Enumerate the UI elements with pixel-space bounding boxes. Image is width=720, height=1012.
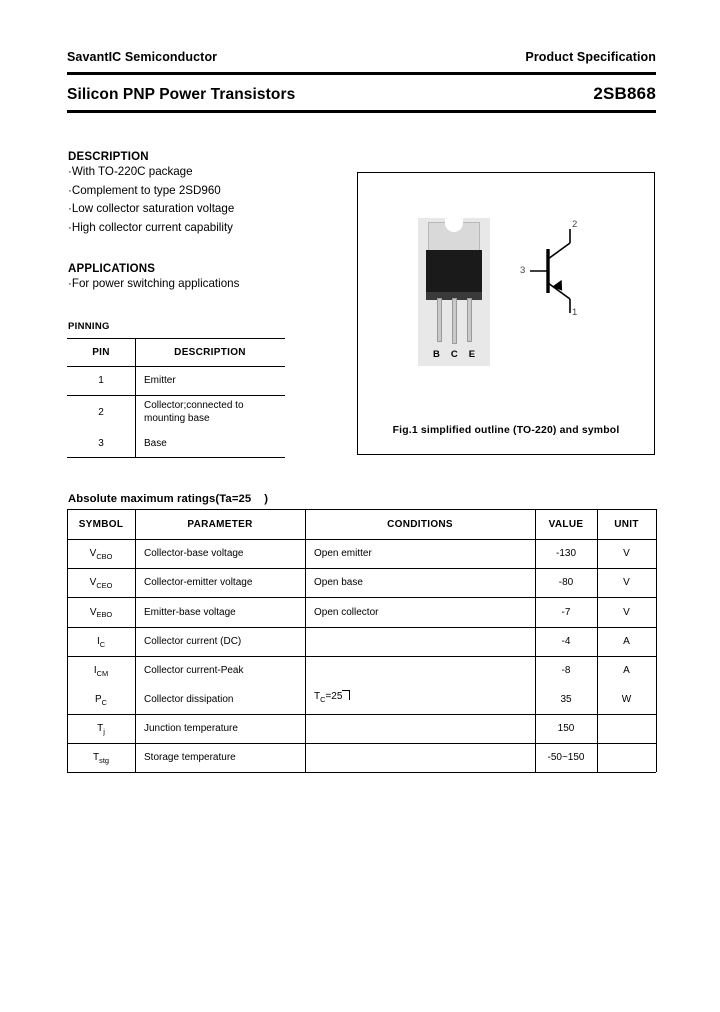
rating-value: -130 [555,548,576,559]
symbol-pin-label-collector: 2 [572,219,578,230]
description-bullet: ·Complement to type 2SD960 [68,183,221,197]
pin-number: 2 [98,406,104,418]
pin-description: Base [144,437,167,449]
rating-parameter: Storage temperature [144,752,236,763]
package-lead-e [467,298,472,342]
company-name: SavantIC Semiconductor [67,50,218,64]
rating-conditions: Open base [314,577,363,588]
package-pin-label-b: B [432,349,440,360]
pinning-col-pin: PIN [92,346,110,358]
table-row [67,429,285,457]
table-row [67,597,656,627]
package-pin-labels [418,349,490,360]
table-row [67,685,656,714]
rating-value: -4 [561,636,571,647]
rating-symbol [67,665,135,676]
ratings-col-conditions: CONDITIONS [387,518,453,530]
table-row [67,656,656,685]
rating-unit: W [621,694,632,705]
rating-value: -80 [558,577,574,588]
description-heading: DESCRIPTION [68,151,149,163]
rating-parameter: Collector-emitter voltage [144,577,253,588]
rating-merged-condition [314,689,350,702]
rating-symbol [67,636,135,647]
figure-caption: Fig.1 simplified outline (TO-220) and symbol [392,425,620,436]
rating-value: -50~150 [547,752,585,763]
rating-symbol [67,548,135,559]
rating-symbol [67,607,135,618]
rating-parameter: Collector dissipation [144,694,234,705]
ratings-col-value: VALUE [548,518,584,530]
rating-symbol-main: V [89,548,97,559]
rating-symbol-main: I [93,665,97,676]
rating-symbol-sub: stg [99,755,109,765]
table-row [67,366,285,395]
to220-package-illustration [418,218,490,366]
table-row [67,714,656,743]
rating-symbol [67,577,135,588]
header-rule-bottom [67,110,656,113]
missing-glyph-box [342,690,350,700]
rating-unit: V [623,577,630,588]
rating-symbol-main: T [97,723,104,734]
page-title: Silicon PNP Power Transistors [67,86,296,103]
package-plastic-body [426,250,482,298]
table-row [67,743,656,772]
rating-symbol-main: V [89,606,97,618]
rating-symbol [67,752,135,763]
ratings-divider-left [67,509,68,772]
ratings-divider-2 [305,509,306,772]
title-row [67,84,656,104]
rating-symbol-main: I [96,636,100,647]
rating-parameter: Collector current-Peak [144,665,244,676]
pin-description: Collector;connected to mounting base [144,399,244,424]
merged-rating-group [67,656,656,714]
merged-condition-suffix: =25 [325,691,343,702]
rating-parameter: Emitter-base voltage [144,606,236,618]
ratings-divider-4 [597,509,598,772]
ratings-divider-right [656,509,657,772]
applications-bullet: ·For power switching applications [68,277,240,290]
rating-symbol-main: T [93,752,100,763]
ratings-title [68,493,268,505]
pinning-header-row [67,338,285,366]
rating-value: 35 [560,694,572,705]
description-bullet: ·High collector current capability [68,220,233,234]
rating-symbol-sub: CBO [96,551,113,561]
package-pin-label-c: C [450,349,458,360]
ratings-divider-1 [135,509,136,772]
rating-symbol [67,723,135,734]
ratings-divider-3 [535,509,536,772]
applications-heading: APPLICATIONS [68,263,156,275]
header-rule-top [67,72,656,75]
rating-value: -8 [561,665,571,676]
table-row [67,539,656,568]
rating-symbol [67,694,135,705]
rating-conditions: Open emitter [314,548,372,559]
rating-symbol-main: V [89,577,97,588]
description-section [68,151,343,237]
rating-parameter: Collector-base voltage [144,548,244,559]
merged-condition-sub: C [320,694,326,704]
rating-unit: A [623,665,630,676]
pin-number: 3 [98,437,104,449]
pinning-heading: PINNING [68,321,110,332]
ratings-title-prefix: Absolute maximum ratings(Ta=25 [68,493,252,505]
pin-description: Emitter [144,375,176,386]
ratings-col-symbol: SYMBOL [78,518,124,530]
pinning-col-description: DESCRIPTION [174,346,246,358]
rating-conditions: Open collector [314,606,379,618]
rating-unit: V [623,606,630,618]
rating-value: -7 [561,606,571,618]
table-row [67,395,285,429]
ratings-table [67,509,656,772]
merged-condition-prefix: T [314,691,321,702]
package-lead-c [452,298,457,344]
rating-unit: V [623,548,630,559]
description-bullet: ·Low collector saturation voltage [68,202,235,216]
document-type: Product Specification [525,50,656,64]
pin-number: 1 [98,375,104,386]
table-row [67,627,656,656]
ratings-title-suffix: ) [264,493,269,505]
ratings-rule [67,772,656,773]
pnp-transistor-symbol [518,221,598,321]
rating-symbol-sub: C [101,697,107,707]
pinning-column-divider [135,338,136,457]
ratings-col-unit: UNIT [614,518,639,530]
pinning-table [67,338,285,457]
transistor-symbol-svg [518,221,598,321]
part-number: 2SB868 [593,84,656,103]
rating-value: 150 [557,723,575,734]
rating-symbol-sub: EBO [96,610,113,619]
symbol-pin-label-base: 3 [520,265,526,276]
pinning-rule [67,457,285,458]
rating-symbol-main: P [94,694,102,705]
rating-symbol-sub: CM [96,668,109,678]
package-lead-b [437,298,442,342]
description-bullet: ·With TO-220C package [68,165,193,178]
rating-parameter: Junction temperature [144,723,238,734]
table-row [67,568,656,597]
rating-symbol-sub: j [103,726,105,736]
page-header [67,50,656,64]
applications-section [68,263,343,294]
rating-symbol-sub: C [99,639,106,649]
symbol-pin-label-emitter: 1 [572,307,578,318]
rating-symbol-sub: CEO [96,580,113,590]
ratings-col-parameter: PARAMETER [187,518,253,530]
ratings-header-row [67,509,656,539]
package-pin-label-e: E [468,349,476,360]
figure-box [357,172,655,455]
rating-parameter: Collector current (DC) [144,636,242,647]
rating-unit: A [623,636,630,647]
